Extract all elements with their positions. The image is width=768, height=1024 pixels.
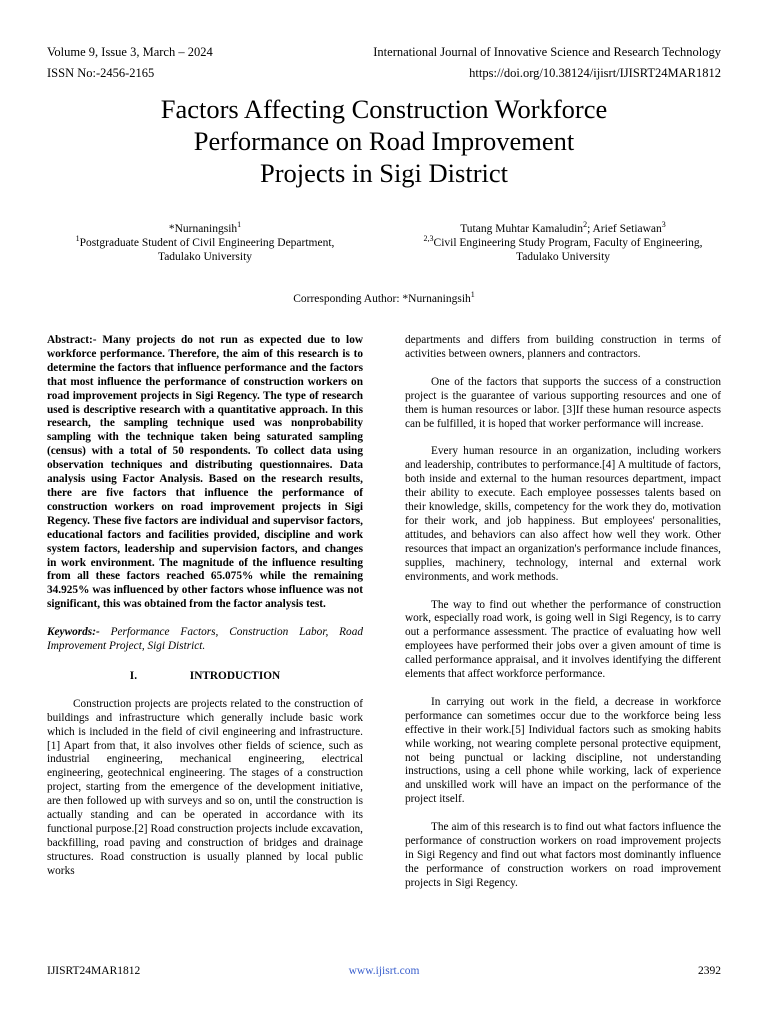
author-name: Tutang Muhtar Kamaludin (460, 223, 584, 235)
author-block-left: *Nurnaningsih$^1$ $^1$Postgraduate Student of Civil Engineering Department, Tadulako University (47, 222, 363, 264)
journal-name: International Journal of Innovative Science and Research Technology (373, 45, 721, 59)
body-paragraph: Every human resource in an organization, including workers and leadership, contributes to performance.[4] A multitude of factors, both inside and external to the human resources department, impact their ability to execute. Each employee possesses talents based on their knowledge, skills, competency for the work they do, motivation for their work, and job happiness. But employees' personalities, attitudes, and behaviors can also affect how well they work. Other resources that impact an organization's performance include finances, supplies, machinery, technology, internal and external work environments, and work methods. (405, 445, 721, 583)
body-paragraph: One of the factors that supports the success of a construction project is the guarantee of various supporting resources and one of them is human resources or labor. [3]If these human resource aspects can be fulfilled, it is hoped that worker performance will increase. (405, 375, 721, 430)
title-line: Projects in Sigi District (259, 158, 509, 188)
corresponding-author: Corresponding Author: *Nurnaningsih$^1$ (293, 290, 475, 305)
footer-website-link[interactable]: www.ijisrt.com (348, 965, 420, 977)
author-affiliation: Civil Engineering Study Program, Faculty of Engineering, (433, 237, 703, 249)
keywords-label: Keywords:- (47, 626, 100, 639)
paper-title (60, 93, 708, 189)
author-name: *Nurnaningsih (168, 223, 238, 235)
abstract: Abstract:- Many projects do not run as expected due to low workforce performance. Therefore, the aim of this research is to determine the factors that influence performance and the factors that most influence the performance of construction workers on road improvement projects in Sigi Regency. The type of research used is descriptive research with a quantitative approach. In this research, the sampling technique used was nonprobability sampling with the technique taken being saturated sampling (census) with a total of 50 respondents. To collect data using observation techniques and distributing questionnaires. Data analysis using Factor Analysis. Based on the research results, there are five factors that influence the performance of construction workers on road improvement projects in Sigi Regency. These five factors are individual and supervisor factors, educational factors and facilities provided, discipline and work system factors, leadership and supervision factors, and changes in work environment. The magnitude of the influence resulting from all these factors reached 65.075% while the remaining 34.925% was influenced by other factors whose influence was not significant, this was obtained from the factor analysis test. (47, 334, 363, 611)
keywords (47, 626, 363, 654)
footer-code: IJISRT24MAR1812 (47, 965, 141, 977)
volume-info: Volume 9, Issue 3, March – 2024 (47, 45, 213, 59)
body-paragraph: The aim of this research is to find out what factors influence the performance of construction workers on road improvement projects in Sigi Regency and find out what factors most dominantly influence the performance of construction workers on road improvement projects in Sigi Regency. (405, 821, 721, 889)
author-affiliation: Tadulako University (515, 251, 611, 263)
title-line: Factors Affecting Construction Workforce (160, 94, 608, 124)
intro-paragraph: Construction projects are projects related to the construction of buildings and infrastructure which generally include basic work which is included in the field of civil engineering and infrastructure.[1] Apart from that, it also involves other fields of science, such as industrial engineering, mechanical engineering, electrical engineering, geotechnical engineering. The stages of a construction project, starting from the emergence of the development initiative, are then followed up with surveys and so on, until the construction is actually standing and can be operated in accordance with its functional purpose.[2] Road construction projects include excavation, backfilling, road paving and construction of bridges and drainage structures. Road construction is usually planned by local public works (47, 697, 363, 877)
author-affiliation: Tadulako University (157, 251, 253, 263)
section-heading (47, 670, 363, 684)
body-paragraph: departments and differs from building construction in terms of activities between owners, planners and contractors. (405, 334, 721, 360)
doi-link[interactable]: https://doi.org/10.38124/ijisrt/IJISRT24MAR1812 (469, 66, 721, 80)
author-name: ; Arief Setiawan (587, 223, 662, 235)
left-column (47, 334, 363, 879)
section-number: I. (129, 669, 138, 682)
keywords-text: Performance Factors, Construction Labor, Road Improvement Project, Sigi District. (47, 626, 363, 653)
title-line: Performance on Road Improvement (193, 126, 575, 156)
author-block-right: Tutang Muhtar Kamaludin$^2$; Arief Setiawan$^3$ $^{2,3}$Civil Engineering Study Program, Faculty of Engineering, Tadulako University (405, 222, 721, 264)
section-title: INTRODUCTION (189, 669, 281, 682)
author-affiliation: Postgraduate Student of Civil Engineering Department, (79, 237, 335, 249)
issn: ISSN No:-2456-2165 (47, 66, 155, 80)
page-number: 2392 (698, 965, 721, 977)
body-paragraph: In carrying out work in the field, a decrease in workforce performance can sometimes occur due to the workforce being less effective in their work.[5] Individual factors such as smoking habits while working, not wearing complete personal protective equipment, not being punctual or lacking discipline, not understanding instructions, using a cell phone while working, lack of experience and unskilled work will have an impact on the performance of the project itself. (405, 695, 721, 806)
body-paragraph: The way to find out whether the performance of construction work, especially road work, is going well in Sigi Regency, is to carry out a performance assessment. The practice of evaluating how well employees have performed their jobs over a given amount of time is called performance appraisal, and it involves identifying the different elements that affect workforce performance. (405, 598, 721, 681)
right-column (405, 334, 721, 891)
